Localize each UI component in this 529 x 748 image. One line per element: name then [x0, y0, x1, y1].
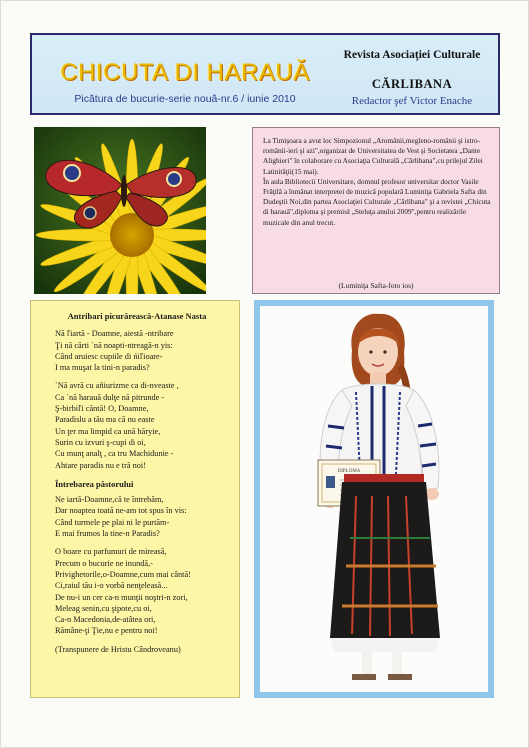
poem-line: Ahtare paradis nu e tră noi!: [55, 460, 146, 470]
poem-line: Ci,raiul tău i-o vorbă nenţeleasă...: [55, 581, 168, 591]
poem-line: Paradislu a tău ma că nu easte: [55, 415, 155, 425]
poem-line: Când aruiesc cupiile di ńiľioare-: [55, 351, 163, 361]
poem-line: Cu munţ analţ , ca tru Machidunie -: [55, 449, 174, 459]
poem-line: Ş-birbiľi căntă! O, Doamne,: [55, 404, 149, 414]
association-name: CĂRLIBANA: [371, 77, 453, 91]
poem-stanza: [55, 546, 231, 636]
poem-line: Meleag senin,cu şipote,cu oi,: [55, 603, 152, 613]
poem-line: I ma muşat la tini-n paradis?: [55, 363, 150, 373]
issue-subtitle: Picătura de bucurie-serie nouă-nr.6 / iunie 2010: [74, 93, 296, 105]
poem-stanza: [55, 328, 231, 373]
editor-credit: Redactor şef Victor Enache: [351, 95, 473, 107]
poem-stanza: [55, 380, 231, 470]
poem-panel: [30, 300, 240, 698]
poem-line: Un ţer ma limpid ca ună hăryie,: [55, 426, 161, 436]
news-paragraph-2: În aula Bibliotecii Universitare, domnul profesor universitar doctor Vasile Frăţilă a înmânat interpretei de muzică populară Luminiţa Gabriela Safta din Dudeştii Noi,din partea Asociaţiei Culturale „Cărlibana" şi a revistei „Chicuta di harauă",diploma şi premiul „Steluţa anului 2009",pentru realizările muzicale din anul trecut.: [263, 176, 491, 227]
poem-line: Ca ˋnă harauă dulţe nă pitrunde -: [55, 392, 165, 402]
poem-line: Ţi nă cărti ˋnă noapti-ntreagă-n yis:: [55, 340, 173, 350]
poem-line: De nu-i un cer ca-n munţii noştri-n zori,: [55, 592, 188, 602]
news-paragraph-1: La Timişoara a avut loc Simpozionul „Aromânii,megleno-românii şi istro-românii-ieri şi azi",organizat de Universitatea de Vest şi Societatea „Dante Alighieri" în colaborare cu Asociaţia Culturală „Cărlibana",cu prilejul Zilei Latinităţii(15 mai).: [263, 136, 483, 176]
singer-photo: [254, 300, 494, 698]
poem-line: Precum o bucurie ne inundă,-: [55, 558, 153, 568]
masthead: [30, 33, 500, 115]
news-article: [252, 127, 500, 294]
poem-line: Dar noaptea toată ne-am tot spus în vis:: [55, 506, 187, 516]
poem-title: Antribari picurărească-Atanase Nasta: [67, 311, 207, 321]
poem-line: Când turmele pe plai ni le purtăm-: [55, 517, 170, 527]
translator-credit: (Transpunere de Hristu Cândroveanu): [55, 644, 181, 654]
association-label: Revista Asociaţiei Culturale: [343, 49, 481, 61]
singer-illustration: [260, 306, 488, 692]
poem-line: Ca-n Macedonia,de-atâtea ori,: [55, 615, 156, 625]
poem-line: E mai frumos la tine-n Paradis?: [55, 529, 160, 539]
poem-line: Privighetorile,o-Doamne,cum mai cântă!: [55, 569, 191, 579]
diploma-text: DIPLOMA: [337, 469, 361, 474]
poem-stanza: [55, 494, 231, 539]
poem-line: Nă ľiartă - Doamne, aiestă -ntribare: [55, 329, 174, 339]
photo-credit: (Luminiţa Safta-foto ios): [338, 281, 414, 290]
poem-translation-title: Întrebarea păstorului: [55, 478, 134, 489]
magazine-title: CHICUTA DI HARAUĂ: [60, 59, 310, 86]
poem-line: ˋNă avră cu añiurizme ca di-nveaste ,: [55, 381, 179, 391]
poem-line: O boare cu parfumuri de mireasă,: [55, 547, 167, 557]
butterfly-flower-illustration: [34, 127, 206, 294]
poem-line: Ne iartă-Doamne,că te întrebăm,: [55, 495, 164, 505]
poem-line: Rămâne-ţi Ţie,nu e pentru noi!: [55, 626, 158, 636]
poem-line: Surin cu izvuri ş-cupi di oi,: [55, 437, 146, 447]
butterfly-flower-photo: [34, 127, 206, 294]
